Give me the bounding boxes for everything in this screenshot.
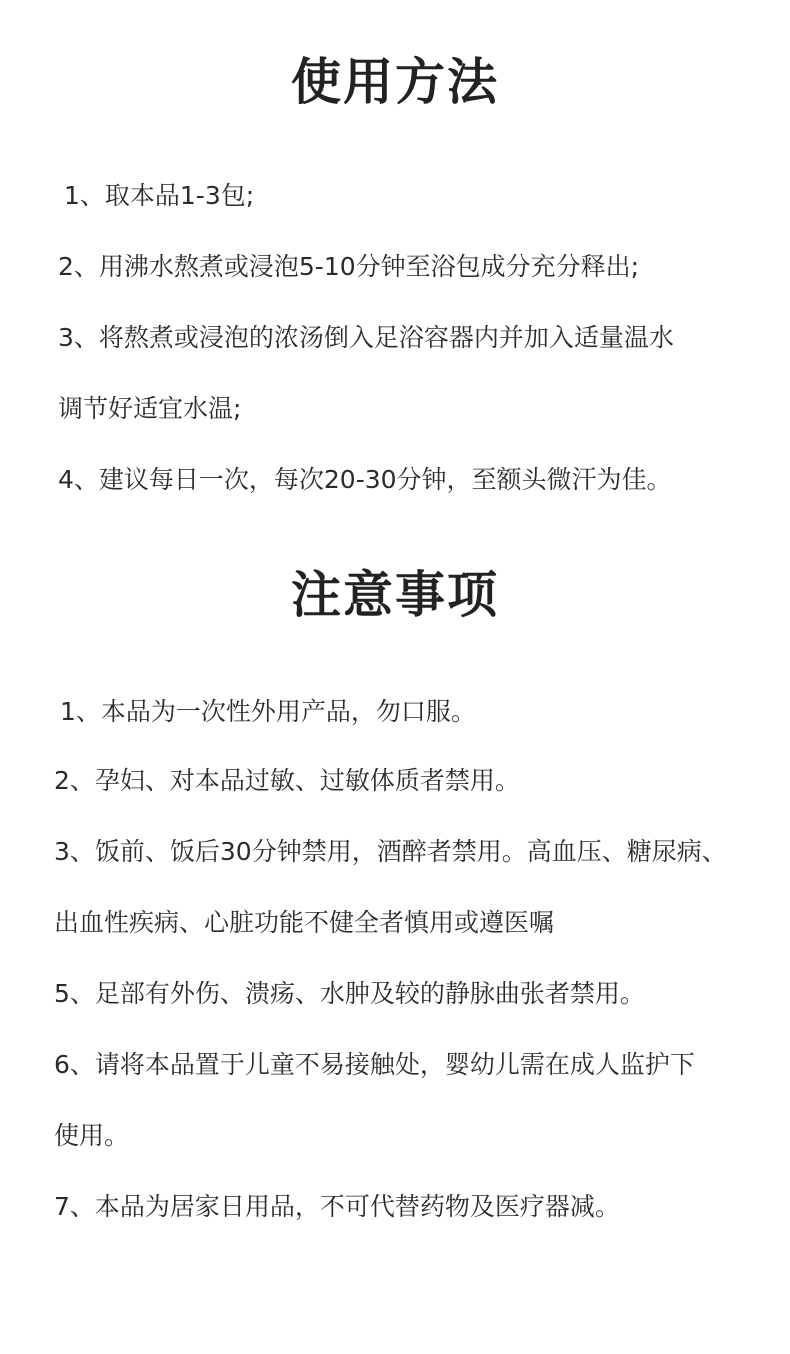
notes-item-3: 3、饭前、饭后30分钟禁用，酒醉者禁用。高血压、糖尿病、: [54, 837, 727, 866]
notes-item-2: 2、孕妇、对本品过敏、过敏体质者禁用。: [54, 766, 520, 795]
notes-item-7: 7、本品为居家日用品，不可代替药物及医疗器减。: [54, 1192, 620, 1221]
notes-item-3-continued: 出血性疾病、心脏功能不健全者慎用或遵医嘱: [54, 908, 555, 937]
usage-step-3: 3、将熬煮或浸泡的浓汤倒入足浴容器内并加入适量温水: [58, 323, 674, 352]
usage-step-2: 2、用沸水熬煮或浸泡5-10分钟至浴包成分充分释出;: [58, 252, 640, 281]
notes-item-6: 6、请将本品置于儿童不易接触处，婴幼儿需在成人监护下: [54, 1050, 695, 1079]
notes-item-5: 5、足部有外伤、溃疡、水肿及较的静脉曲张者禁用。: [54, 979, 645, 1008]
usage-step-3-continued: 调节好适宜水温;: [58, 394, 242, 423]
usage-section-title: 使用方法: [291, 53, 499, 111]
notes-item-1: 1、本品为一次性外用产品，勿口服。: [60, 697, 476, 726]
usage-step-1: 1、取本品1-3包;: [64, 181, 255, 210]
notes-item-6-continued: 使用。: [54, 1121, 130, 1150]
usage-step-4: 4、建议每日一次，每次20-30分钟，至额头微汗为佳。: [58, 465, 672, 494]
notes-section-title: 注意事项: [291, 566, 499, 624]
